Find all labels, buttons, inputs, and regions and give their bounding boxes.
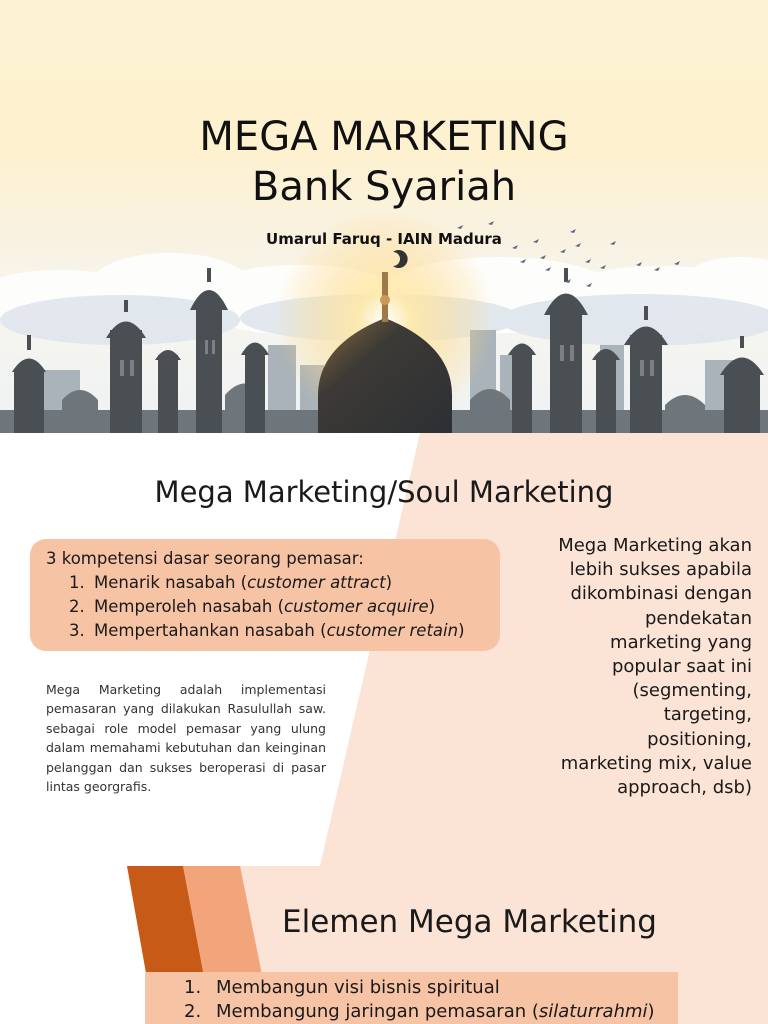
- side-note-line: positioning,: [647, 728, 752, 750]
- slide-heading: Elemen Mega Marketing: [282, 904, 657, 940]
- title-line-2: Bank Syariah: [251, 164, 517, 210]
- list-item: 3. Mempertahankan nasabah (customer retain): [90, 619, 484, 643]
- side-note-line: marketing yang: [610, 631, 752, 653]
- element-list: [184, 976, 655, 1024]
- side-note-line: popular saat ini: [611, 656, 752, 678]
- mega-marketing-slide: [0, 433, 768, 866]
- slide-title: [0, 112, 768, 212]
- definition-paragraph: Mega Marketing adalah implementasi pemasaran yang dilakukan Rasulullah saw. sebagai role model pemasar yang ulung dalam memahami kebutuhan dan keinginan pelanggan dan sukses beroperasi di pasar lintas georgrafis.: [46, 682, 326, 795]
- elemen-slide: [0, 866, 768, 1024]
- side-note-line: marketing mix, value: [560, 752, 752, 774]
- side-note-line: Mega Marketing akan: [558, 535, 752, 556]
- side-note-line: dikombinasi dengan: [570, 583, 752, 605]
- side-note-line: pendekatan: [644, 607, 752, 629]
- side-note-line: (segmenting,: [632, 680, 752, 702]
- title-line-1: MEGA MARKETING: [199, 114, 569, 160]
- side-note-line: lebih sukses apabila: [569, 559, 752, 581]
- list-item: 2. Memperoleh nasabah (customer acquire): [90, 595, 484, 619]
- list-item: 1. Menarik nasabah (customer attract): [90, 571, 484, 595]
- slide-author: Umarul Faruq - IAIN Madura: [266, 230, 502, 248]
- competency-intro: 3 kompetensi dasar seorang pemasar:: [46, 549, 364, 568]
- list-item: 2. Membangung jaringan pemasaran (silaturrahmi): [184, 1001, 655, 1022]
- mosque-skyline-illustration: [0, 0, 768, 433]
- competency-list: [46, 571, 484, 643]
- title-slide: [0, 0, 768, 433]
- competency-box: [30, 539, 500, 651]
- slide-heading: Mega Marketing/Soul Marketing: [154, 475, 614, 509]
- side-note-line: targeting,: [663, 704, 752, 726]
- list-item: 1. Membangun visi bisnis spiritual: [184, 977, 500, 998]
- side-note-line: approach, dsb): [617, 777, 752, 799]
- side-note: [510, 534, 752, 800]
